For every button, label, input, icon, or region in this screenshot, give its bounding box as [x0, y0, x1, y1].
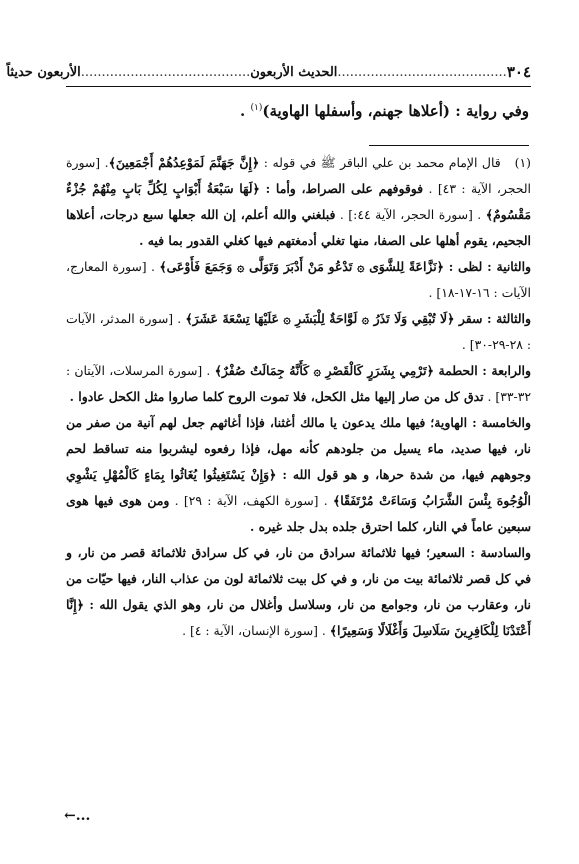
quran-verse: ﴿تَرْمِي بِشَرَرٍ كَالْقَصْرِ ۞ كَأَنَّهُ جِمَالَتٌ صُفْرٌ﴾	[214, 363, 434, 378]
verse-reference: . [سورة المدثر، الآيات : ٢٨-٢٩-٣٠] .	[66, 311, 531, 352]
quran-verse: ﴿إِنَّا أَعْتَدْنَا لِلْكَافِرِينَ سَلَاسِلَ وَأَغْلَالًا وَسَعِيرًا﴾	[66, 597, 531, 638]
verse-reference: . [سورة الحجر، الآية ٤٤:] .	[335, 207, 486, 222]
footnote-paragraph-4	[66, 358, 531, 410]
quran-verse: ﴿لَا تُبْقِي وَلَا تَذَرُ ۞ لَوَّاحَةٌ لِلْبَشَرِ ۞ عَلَيْهَا تِسْعَةَ عَشَرَ﴾	[185, 311, 455, 326]
main-text-end: .	[240, 102, 251, 120]
footnote-text: فوقوفهم على الصراط، وأما :	[259, 181, 424, 196]
footnote-paragraph-6	[66, 540, 531, 644]
header-dots: .........................................	[80, 64, 251, 80]
book-title: الأربعون حديثاً	[6, 64, 81, 80]
verse-reference: . [سورة الكهف، الآية : ٢٩] .	[169, 493, 333, 508]
header-dots: .........................................	[337, 64, 507, 80]
footnote-text: تدق كل من صار إليها مثل الكحل، فلا تموت الروح كلما صاروا مثل الكحل عادوا .	[69, 389, 484, 404]
level-label: والثانية : لظى :	[443, 259, 531, 274]
running-title: الحديث الأربعون	[250, 64, 338, 80]
page-number: ٣٠٤	[506, 63, 531, 81]
footnote-paragraph-1	[66, 150, 531, 254]
level-label: والثالثة : سقر	[454, 311, 531, 326]
footnote-text: قال الإمام محمد بن علي الباقر ﷺ في قوله :	[259, 155, 501, 170]
quran-verse: ﴿نَزَّاعَةً لِلشَّوَى ۞ تَدْعُو مَنْ أَدْبَرَ وَتَوَلَّى ۞ وَجَمَعَ فَأَوْعَى﴾	[159, 259, 444, 274]
verse-reference: . [سورة المرسلات، الآيتان : ٣٢-٣٣] .	[66, 363, 531, 404]
quran-verse: ﴿إِنَّ جَهَنَّمَ لَمَوْعِدُهُمْ أَجْمَعِينَ﴾	[108, 155, 260, 170]
verse-reference: . [سورة المعارج، الآيات : ١٦-١٧-١٨] .	[66, 259, 531, 300]
footnote-paragraph-3	[66, 306, 531, 358]
level-label: والرابعة : الحطمة	[433, 363, 531, 378]
footnote-reference[interactable]: (١)	[250, 103, 263, 113]
continue-arrow-icon: ←...	[64, 808, 91, 824]
footnote-paragraph-5	[66, 410, 531, 540]
footnote-text: فبلغني والله أعلم، إن الله جعلها سبع درجات، أعلاها الجحيم، يقوم أهلها على الصفا، منها تغلي أدمغتهم فيها كغلي القدور بما فيه .	[66, 207, 531, 248]
footnote-paragraph-2	[66, 254, 531, 306]
main-text-body: وفي رواية : (أعلاها جهنم، وأسفلها الهاوية)	[262, 102, 529, 120]
footnote-separator	[369, 145, 529, 146]
header-rule	[66, 86, 531, 87]
page-header	[6, 60, 531, 84]
footnote	[66, 150, 531, 644]
quran-verse: ﴿لَهَا سَبْعَةُ أَبْوَابٍ لِكُلِّ بَابٍ مِنْهُمْ جُزْءٌ مَقْسُومٌ﴾	[66, 181, 532, 222]
verse-reference: . [سورة الحجر، الآية : ٤٣] .	[66, 155, 531, 196]
footnote-text: والخامسة : الهاوية؛ فيها ملك يدعون يا مالك أغثنا، فإذا أغاثهم جعل لهم آنية من صفر من نار، فيها صديد، ماء يسيل من جلودهم كأنه مهل، فإذا رفعوه ليشربوا منه تساقط لحم وجوههم فيها، من شدة حرها، و هو قول الله :	[66, 415, 531, 482]
main-text	[150, 102, 529, 120]
footnote-text: والسادسة : السعير؛ فيها ثلاثمائة سرادق من نار، في كل سرادق ثلاثمائة قصر من نار، و في كل قصر ثلاثمائة بيت من نار، و في كل بيت ثلاثمائة لون من عذاب النار، فيها حيّات من نار، وعقارب من نار، وجوامع من نار، وسلاسل وأغلال من نار، وهو الذي يقول الله :	[66, 545, 531, 612]
quran-verse: ﴿وَإِنْ يَسْتَغِيثُوا يُغَاثُوا بِمَاءٍ كَالْمُهْلِ يَشْوِي الْوُجُوهَ بِئْسَ الشَّرَابُ وَسَاءَتْ مُرْتَفَقًا﴾	[66, 467, 531, 508]
footnote-number: (١)	[514, 155, 531, 170]
verse-reference: . [سورة الإنسان، الآية : ٤] .	[182, 623, 330, 638]
footnote-text: ومن هوى فيها هوى سبعين عاماً في النار، كلما احترق جلده بدل جلد غيره .	[66, 493, 531, 534]
